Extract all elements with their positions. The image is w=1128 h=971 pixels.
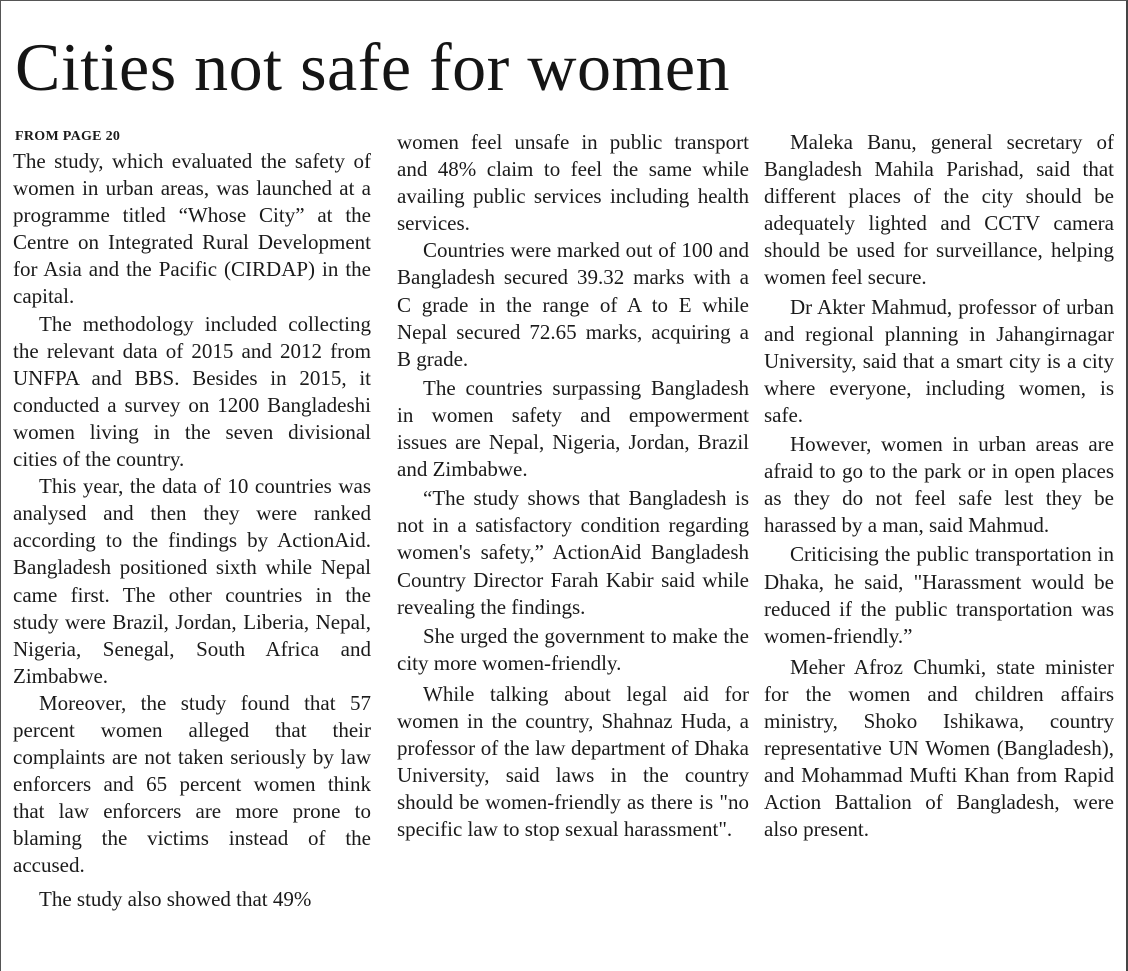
paragraph: Dr Akter Mahmud, professor of urban and regional planning in Jahangirnagar University, said that a smart city is a city where everyone, including women, is safe. bbox=[764, 294, 1114, 427]
paragraph: This year, the data of 10 countries was analysed and then they were ranked according to the findings by ActionAid. Bangladesh positioned sixth while Nepal came first. The other countries in the study were Brazil, Jordan, Liberia, Nepal, Nigeria, Senegal, South Africa and Zimbabwe. bbox=[13, 474, 371, 688]
paragraph: She urged the government to make the city more women-friendly. bbox=[397, 623, 749, 675]
paragraph: However, women in urban areas are afraid to go to the park or in open places as they do not feel safe lest they be harassed by a man, said Mahmud. bbox=[764, 432, 1114, 538]
headline: Cities not safe for women bbox=[15, 29, 731, 105]
article-column-1 bbox=[13, 148, 371, 971]
paragraph: Criticising the public transportation in Dhaka, he said, "Harassment would be reduced if the public transportation was women-friendly.” bbox=[764, 542, 1114, 648]
paragraph: The countries surpassing Bangladesh in women safety and empowerment issues are Nepal, Nigeria, Jordan, Brazil and Zimbabwe. bbox=[397, 375, 749, 482]
paragraph: Countries were marked out of 100 and Bangladesh secured 39.32 marks with a C grade in the range of A to E while Nepal secured 72.65 marks, acquiring a B grade. bbox=[397, 238, 749, 371]
paragraph: While talking about legal aid for women in the country, Shahnaz Huda, a professor of the law department of Dhaka University, said laws in the country should be women-friendly as there is "no specific law to stop sexual harassment". bbox=[397, 681, 749, 842]
article-column-3 bbox=[764, 129, 1114, 971]
paragraph: “The study shows that Bangladesh is not in a satisfactory condition regarding women's safety,” ActionAid Bangladesh Country Director Farah Kabir said while revealing the findings. bbox=[397, 486, 749, 619]
paragraph: The methodology included collecting the relevant data of 2015 and 2012 from UNFPA and BBS. Besides in 2015, it conducted a survey on 1200 Bangladeshi women living in the seven divisional cities of the country. bbox=[13, 311, 371, 472]
paragraph: The study also showed that 49% bbox=[39, 886, 312, 911]
paragraph: women feel unsafe in public transport and 48% claim to feel the same while availing public services including health services. bbox=[397, 130, 749, 236]
paragraph: Meher Afroz Chumki, state minister for the women and children affairs ministry, Shoko Ishikawa, country representative UN Women (Bangladesh), and Mohammad Mufti Khan from Rapid Action Battalion of Bangladesh, were also present. bbox=[764, 654, 1114, 842]
paragraph: Maleka Banu, general secretary of Bangladesh Mahila Parishad, said that different places of the city should be adequately lighted and CCTV camera should be used for surveillance, helping women feel secure. bbox=[764, 130, 1114, 290]
article-column-2 bbox=[397, 129, 749, 971]
paragraph: Moreover, the study found that 57 percent women alleged that their complaints are not taken seriously by law enforcers and 65 percent women think that law enforcers are more prone to blaming the victims instead of the accused. bbox=[13, 690, 371, 878]
paragraph: The study, which evaluated the safety of women in urban areas, was launched at a programme titled “Whose City” at the Centre on Integrated Rural Development for Asia and the Pacific (CIRDAP) in the capital. bbox=[13, 149, 371, 309]
continuation-kicker: FROM PAGE 20 bbox=[15, 129, 121, 144]
